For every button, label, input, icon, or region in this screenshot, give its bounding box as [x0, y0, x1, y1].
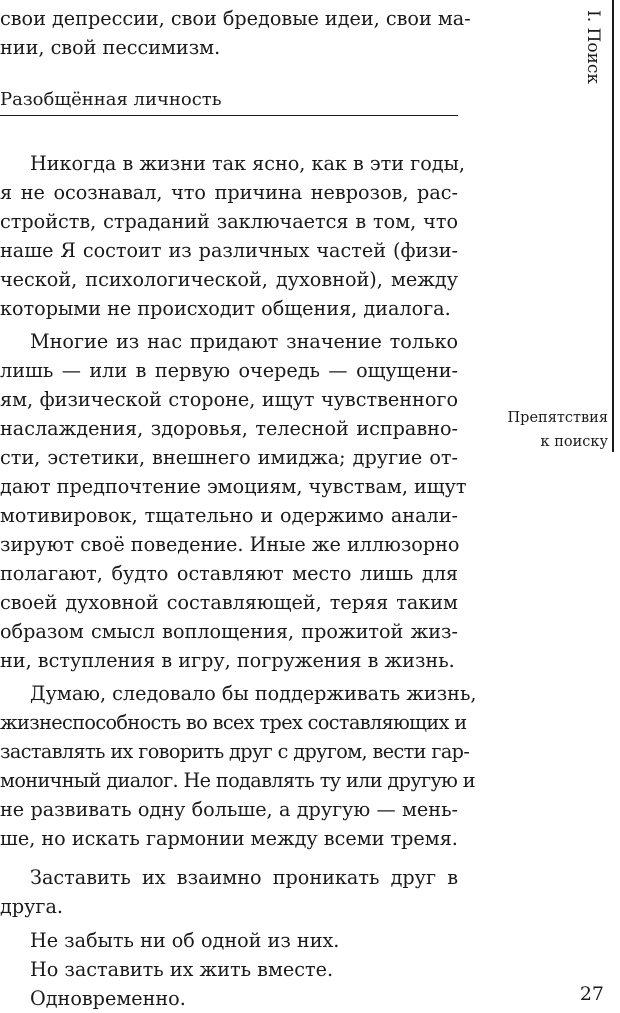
running-head: I. Поиск — [583, 10, 603, 85]
text-line: моничный диалог. Не подавлять ту или другую и — [0, 769, 475, 792]
section-title: Разобщённая личность — [0, 88, 458, 116]
text-line: стройств, страданий заключается в том, что — [0, 210, 458, 233]
text-line: Никогда в жизни так ясно, как в эти годы, — [30, 152, 465, 175]
text-line: не развивать одну больше, а другую — мень- — [0, 798, 458, 821]
text-line: Заставить их взаимно проникать друг в — [30, 866, 458, 889]
text-line: Одновременно. — [30, 987, 186, 1010]
text-line: мотивировок, тщательно и одержимо анали- — [0, 504, 458, 527]
text-line: наслаждения, здоровья, телесной исправно- — [0, 417, 458, 440]
text-line: Но заставить их жить вместе. — [30, 958, 334, 981]
text-line: свои депрессии, свои бредовые идеи, свои ма- — [0, 7, 471, 30]
text-line: Не забыть ни об одной из них. — [30, 929, 340, 952]
text-line: друга. — [0, 895, 63, 918]
text-line: Многие из нас придают значение только — [30, 330, 458, 353]
running-head-rule — [612, 0, 614, 452]
text-line: ческой, психологической, духовной), между — [0, 268, 458, 291]
page-number: 27 — [579, 983, 604, 1005]
text-line: сти, эстетики, внешнего имиджа; другие от- — [0, 446, 458, 469]
text-line: ни, вступления в игру, погружения в жизнь. — [0, 649, 455, 672]
text-line: заставлять их говорить друг с другом, вести гар- — [0, 740, 470, 763]
text-line: жизнеспособность во всех трех составляющих и — [0, 711, 467, 734]
text-line: полагают, будто оставляют место лишь для — [0, 562, 458, 585]
margin-note-line: к поиску — [540, 434, 608, 450]
text-line: я не осознавал, что причина неврозов, рас- — [0, 181, 458, 204]
text-line: нии, свой пессимизм. — [0, 36, 221, 59]
text-line: Думаю, следовало бы поддерживать жизнь, — [30, 682, 477, 705]
text-line: своей духовной составляющей, теряя таким — [0, 591, 458, 614]
text-line: зируют своё поведение. Иные же иллюзорно — [0, 533, 460, 556]
text-line: лишь — или в первую очередь — ощущени- — [0, 359, 458, 382]
text-line: наше Я состоит из различных частей (физи- — [0, 239, 458, 262]
text-line: которыми не происходит общения, диалога. — [0, 297, 451, 320]
text-line: ше, но искать гармонии между всеми тремя. — [0, 827, 458, 850]
text-line: дают предпочтение эмоциям, чувствам, ищут — [0, 475, 467, 498]
text-line: ям, физической стороне, ищут чувственного — [0, 388, 458, 411]
text-line: образом смысл воплощения, прожитой жиз- — [0, 620, 458, 643]
margin-note-line: Препятствия — [507, 410, 608, 426]
